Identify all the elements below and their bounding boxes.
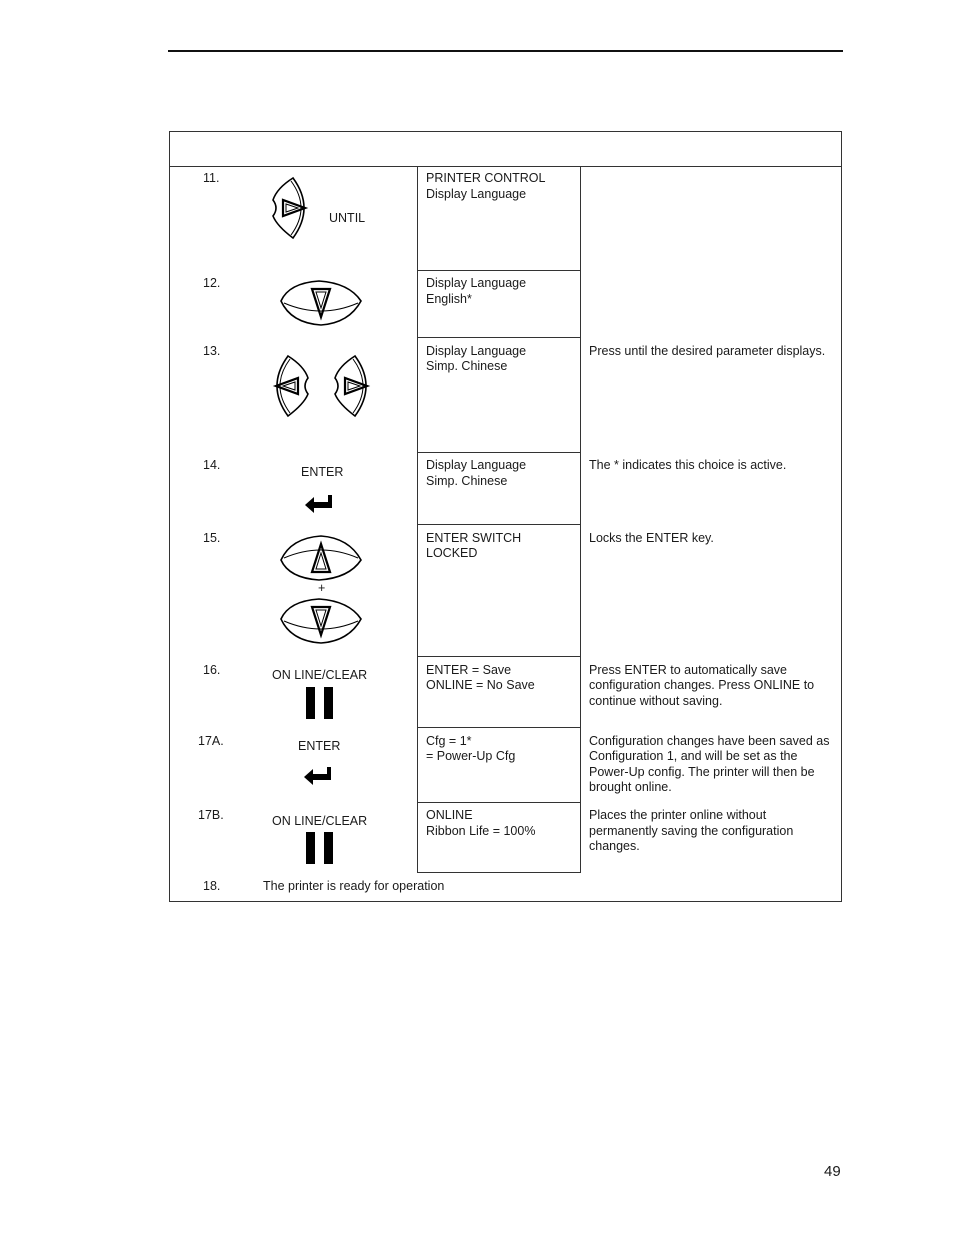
step-note-line: brought online. — [589, 780, 672, 794]
key-label: ENTER — [298, 739, 341, 753]
key-label: ON LINE/CLEAR — [272, 814, 368, 828]
display-column-right-border — [580, 167, 581, 873]
right-arrow-key-icon — [333, 354, 379, 420]
step-note-line: changes. — [589, 839, 640, 853]
step-note: Press until the desired parameter displays. — [589, 344, 826, 358]
row-divider — [417, 872, 581, 873]
step-note-line: Configuration 1, and will be set as the — [589, 749, 798, 763]
step-note-line: Power-Up config. The printer will then be — [589, 765, 815, 779]
table-header-divider — [169, 166, 842, 167]
step-note-line: configuration changes. Press ONLINE to — [589, 678, 815, 692]
step-number: 16. — [203, 663, 221, 677]
enter-return-icon — [303, 766, 333, 786]
top-rule — [168, 50, 843, 52]
step-number: 14. — [203, 458, 221, 472]
step-number: 17B. — [198, 808, 224, 822]
display-line-2: ONLINE = No Save — [426, 678, 535, 692]
row-divider — [417, 270, 581, 271]
step-number: 12. — [203, 276, 221, 290]
step-note-line: permanently saving the configuration — [589, 824, 794, 838]
step-number: 15. — [203, 531, 221, 545]
key-label: UNTIL — [329, 211, 366, 225]
step-note-line: Configuration changes have been saved as — [589, 734, 830, 748]
display-line-1: ENTER = Save — [426, 663, 512, 677]
display-line-2: = Power-Up Cfg — [426, 749, 516, 763]
display-line-1: Display Language — [426, 344, 527, 358]
row-divider — [417, 727, 581, 728]
key-label: ON LINE/CLEAR — [272, 668, 368, 682]
row-divider — [417, 337, 581, 338]
step-note: Locks the ENTER key. — [589, 531, 714, 545]
row-divider — [417, 802, 581, 803]
step-number: 17A. — [198, 734, 224, 748]
step-note: The * indicates this choice is active. — [589, 458, 787, 472]
procedure-table — [169, 131, 842, 902]
right-arrow-key-icon — [271, 176, 317, 242]
step-note-line: Places the printer online without — [589, 808, 767, 822]
online-pause-icon — [306, 832, 334, 864]
plus-label: + — [318, 581, 326, 595]
display-line-2: English* — [426, 292, 472, 306]
down-arrow-key-icon — [279, 279, 365, 327]
row-divider — [417, 656, 581, 657]
display-line-1: ONLINE — [426, 808, 473, 822]
display-line-1: Cfg = 1* — [426, 734, 472, 748]
page-number: 49 — [824, 1163, 841, 1180]
final-step-text: The printer is ready for operation — [263, 879, 445, 893]
down-arrow-key-icon — [279, 597, 365, 645]
step-number: 18. — [203, 879, 221, 893]
key-label: ENTER — [301, 465, 344, 479]
display-line-1: Display Language — [426, 276, 527, 290]
row-divider — [417, 524, 581, 525]
online-pause-icon — [306, 687, 334, 719]
step-note-line: continue without saving. — [589, 694, 723, 708]
display-line-2: Simp. Chinese — [426, 474, 508, 488]
display-line-1: PRINTER CONTROL — [426, 171, 546, 185]
enter-return-icon — [304, 494, 334, 514]
display-line-2: LOCKED — [426, 546, 478, 560]
left-arrow-key-icon — [264, 354, 310, 420]
display-line-2: Ribbon Life = 100% — [426, 824, 536, 838]
display-column-left-border — [417, 167, 418, 873]
display-line-1: ENTER SWITCH — [426, 531, 522, 545]
row-divider — [417, 452, 581, 453]
step-number: 13. — [203, 344, 221, 358]
step-number: 11. — [203, 171, 220, 185]
step-note-line: Press ENTER to automatically save — [589, 663, 787, 677]
display-line-2: Simp. Chinese — [426, 359, 508, 373]
display-line-2: Display Language — [426, 187, 527, 201]
display-line-1: Display Language — [426, 458, 527, 472]
up-arrow-key-icon — [279, 534, 365, 582]
